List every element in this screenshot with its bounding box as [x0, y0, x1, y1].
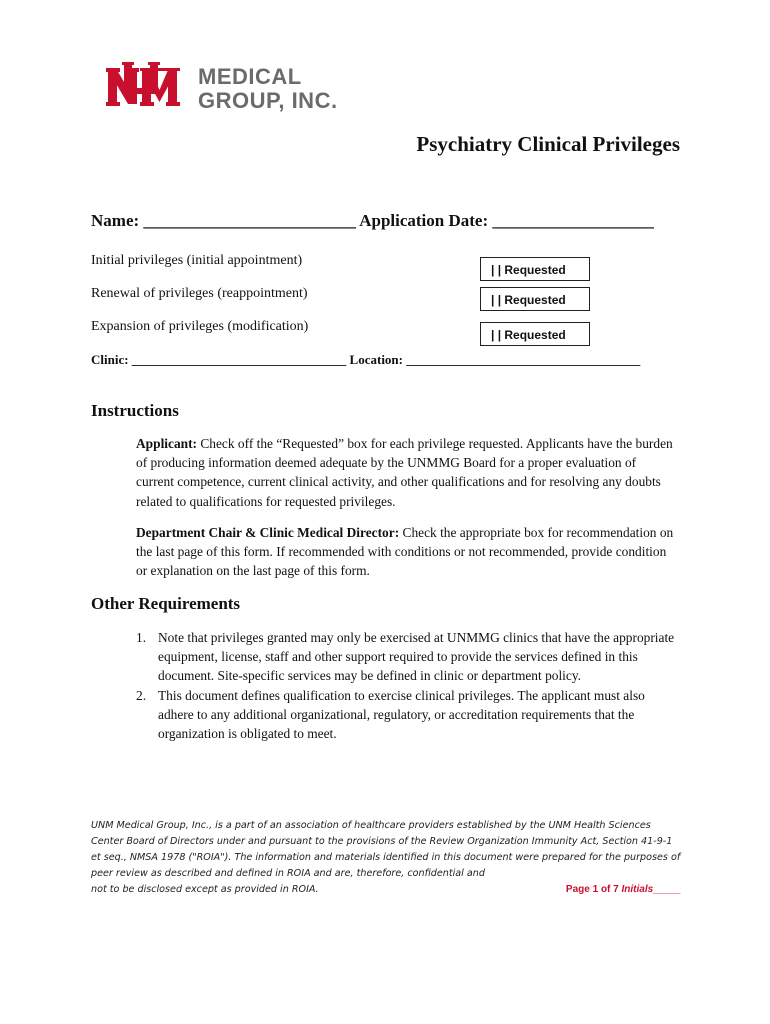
page-title: Psychiatry Clinical Privileges	[416, 132, 680, 156]
privilege-label-expansion: Expansion of privileges (modification)	[91, 319, 309, 334]
logo-line-1: MEDICAL	[198, 64, 302, 89]
chair-text: Check the appropriate box for recommendation on the last page of this form. If recommended with conditions or not recommended, provide condition or explanation on the last page of this form.	[136, 525, 674, 579]
page-number: Page 1 of 7	[565, 884, 619, 895]
list-item-text: Note that privileges granted may only be exercised at UNMMG clinics that have the appropriate equipment, license, staff and other support required to provide the services defined in this document. Site-specific services may be defined in clinic or department policy.	[158, 630, 675, 684]
requirements-list	[136, 628, 676, 743]
privilege-label-initial: Initial privileges (initial appointment)	[91, 253, 303, 268]
list-item-text: This document defines qualification to exercise clinical privileges. The applicant must also adhere to any additional organizational, regulatory, or accreditation requirements that the organization is obligated to meet.	[158, 687, 645, 742]
initials-field[interactable]: Initials_____	[621, 884, 681, 895]
requested-checkbox-renewal[interactable]: | | Requested	[480, 287, 590, 311]
footer-last-text: not to be disclosed except as provided in ROIA.	[91, 884, 319, 895]
instructions-heading: Instructions	[91, 401, 179, 420]
chair-instructions	[136, 523, 676, 581]
list-item	[136, 686, 676, 744]
unm-monogram-icon	[106, 62, 182, 114]
privilege-label-renewal: Renewal of privileges (reappointment)	[91, 286, 308, 301]
requested-checkbox-initial[interactable]: | | Requested	[480, 257, 590, 281]
applicant-text: Check off the “Requested” box for each privilege requested. Applicants have the burden of producing information deemed adequate by the UNMMG Board for a proper evaluation of current competence, current clinical activity, and other qualifications and for resolving any doubts related to qualifications for requested privileges.	[136, 436, 673, 509]
unmmg-logo	[106, 62, 356, 114]
footer-text: UNM Medical Group, Inc., is a part of an association of healthcare providers established by the UNM Health Sciences Center Board of Directors under and pursuant to the provisions of the Review Organization Immunity Act, Section 41-9-1 et seq., NMSA 1978 ("ROIA"). The information and materials identified in this document were prepared for the purposes of peer review as described and defined in ROIA and are, therefore, confidential and	[91, 820, 681, 879]
footer-last-line	[91, 882, 681, 898]
name-application-date-line[interactable]: Name: _________________________ Application Date: ___________________	[91, 211, 654, 230]
roia-footer	[91, 818, 681, 898]
list-item	[136, 628, 676, 686]
chair-label: Department Chair & Clinic Medical Director:	[136, 525, 400, 540]
list-item-number: 2.	[136, 687, 147, 703]
applicant-instructions	[136, 434, 676, 511]
list-item-number: 1.	[136, 630, 147, 645]
requested-checkbox-expansion[interactable]: | | Requested	[480, 322, 590, 346]
other-requirements-heading: Other Requirements	[91, 594, 241, 613]
applicant-label: Applicant:	[136, 436, 198, 451]
logo-line-2: GROUP, INC.	[198, 88, 338, 113]
clinic-location-line[interactable]: Clinic: _________________________________ Location: ____________________________________	[91, 352, 641, 367]
logo-wordmark	[198, 65, 338, 113]
page-indicator	[566, 882, 681, 898]
